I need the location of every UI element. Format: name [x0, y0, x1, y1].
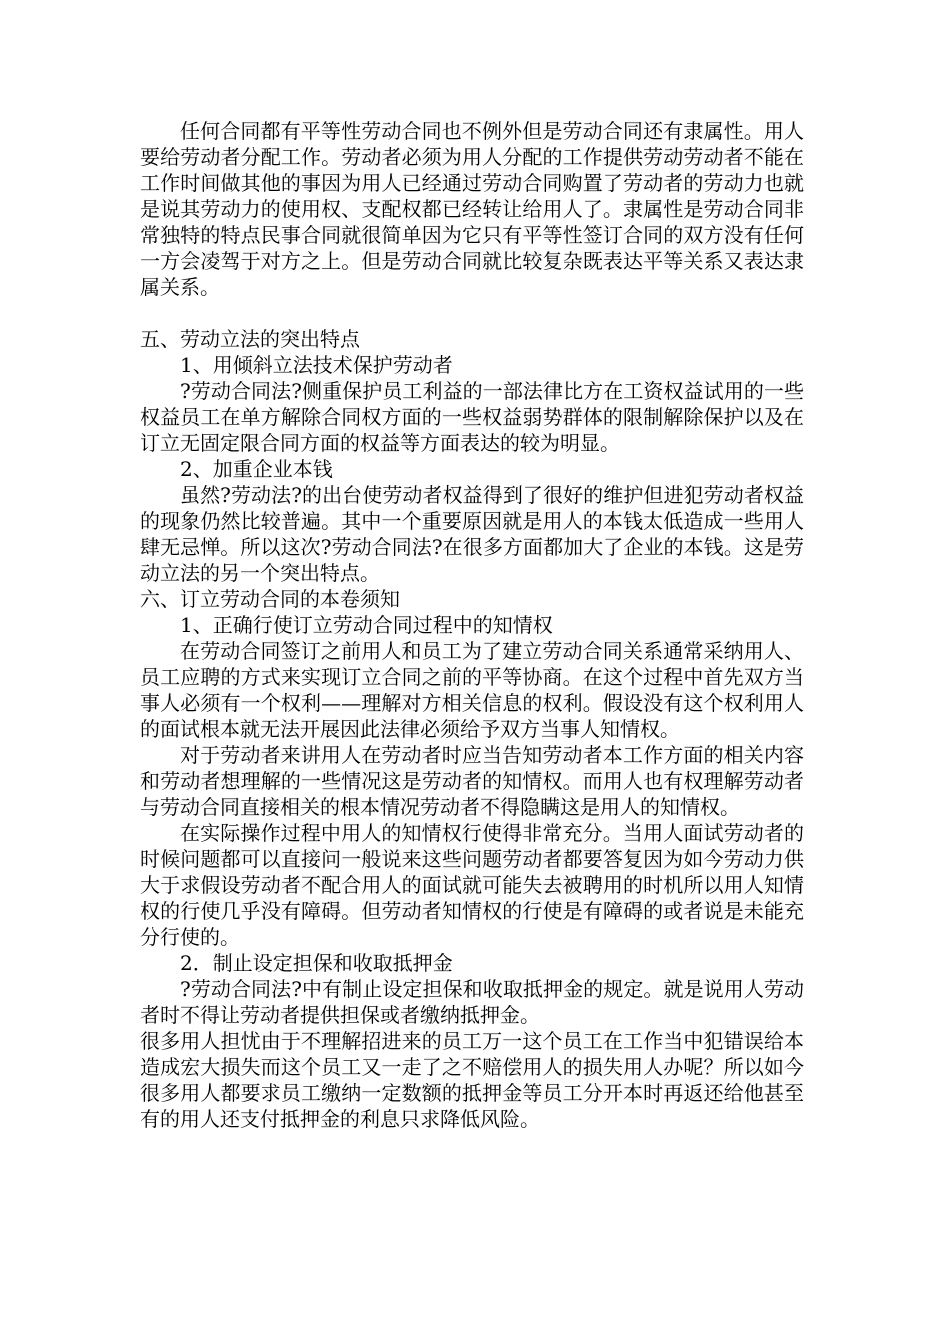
paragraph-right-to-know: 在劳动合同签订之前用人和员工为了建立劳动合同关系通常采纳用人、员工应聘的方式来实现订立合同之前的平等协商。在这个过程中首先双方当事人必须有一个权利——理解对方相关信息的权利。假设没有这个权利用人的面试根本就无法开展因此法律必须给予双方当事人知情权。: [140, 639, 804, 741]
subsection-heading-5-2: 2、加重企业本钱: [180, 457, 333, 481]
paragraph-deposit-concerns: 很多用人担忧由于不理解招进来的员工万一这个员工在工作当中犯错误给本造成宏大损失而这个员工又一走了之不赔偿用人的损失用人办呢？所以如今很多用人都要求员工缴纳一定数额的抵押金等员工分开本时再返还给他甚至有的用人还支付抵押金的利息只求降低风险。: [140, 1029, 804, 1131]
paragraph-spacer: [140, 300, 804, 326]
paragraph-guarantee-prohibition: ?劳动合同法?中有制止设定担保和收取抵押金的规定。就是说用人劳动者时不得让劳动者提供担保或者缴纳抵押金。: [140, 977, 804, 1027]
section-heading-6: 六、订立劳动合同的本卷须知: [140, 587, 400, 611]
subsection-heading-6-2: 2．制止设定担保和收取抵押金: [180, 951, 453, 975]
paragraph-employer-right-to-know: 在实际操作过程中用人的知情权行使得非常充分。当用人面试劳动者的时候问题都可以直接问一般说来这些问题劳动者都要答复因为如今劳动力供大于求假设劳动者不配合用人的面试就可能失去被聘用的时机所以用人知情权的行使几乎没有障碍。但劳动者知情权的行使是有障碍的或者说是未能充分行使的。: [140, 821, 804, 949]
paragraph-subordination: 任何合同都有平等性劳动合同也不例外但是劳动合同还有隶属性。用人要给劳动者分配工作。劳动者必须为用人分配的工作提供劳动劳动者不能在工作时间做其他的事因为用人已经通过劳动合同购置了劳动者的劳动力也就是说其劳动力的使用权、支配权都已经转让给用人了。隶属性是劳动合同非常独特的特点民事合同就很简单因为它只有平等性签订合同的双方没有任何一方会凌驾于对方之上。但是劳动合同就比较复杂既表达平等关系又表达隶属关系。: [140, 119, 804, 299]
subsection-heading-6-1: 1、正确行使订立劳动合同过程中的知情权: [180, 613, 553, 637]
paragraph-enterprise-cost: 虽然?劳动法?的出台使劳动者权益得到了很好的维护但进犯劳动者权益的现象仍然比较普遍。其中一个重要原因就是用人的本钱太低造成一些用人肆无忌惮。所以这次?劳动合同法?在很多方面都加大了企业的本钱。这是劳动立法的另一个突出特点。: [140, 483, 804, 585]
subsection-heading-5-1: 1、用倾斜立法技术保护劳动者: [180, 353, 453, 377]
section-heading-5: 五、劳动立法的突出特点: [140, 327, 360, 351]
document-page: [140, 118, 804, 1132]
paragraph-worker-right-to-know: 对于劳动者来讲用人在劳动者时应当告知劳动者本工作方面的相关内容和劳动者想理解的一些情况这是劳动者的知情权。而用人也有权理解劳动者与劳动合同直接相关的根本情况劳动者不得隐瞒这是用人的知情权。: [140, 743, 804, 819]
paragraph-inclined-legislation: ?劳动合同法?侧重保护员工利益的一部法律比方在工资权益试用的一些权益员工在单方解除合同权方面的一些权益弱势群体的限制解除保护以及在订立无固定限合同方面的权益等方面表达的较为明显。: [140, 379, 804, 455]
